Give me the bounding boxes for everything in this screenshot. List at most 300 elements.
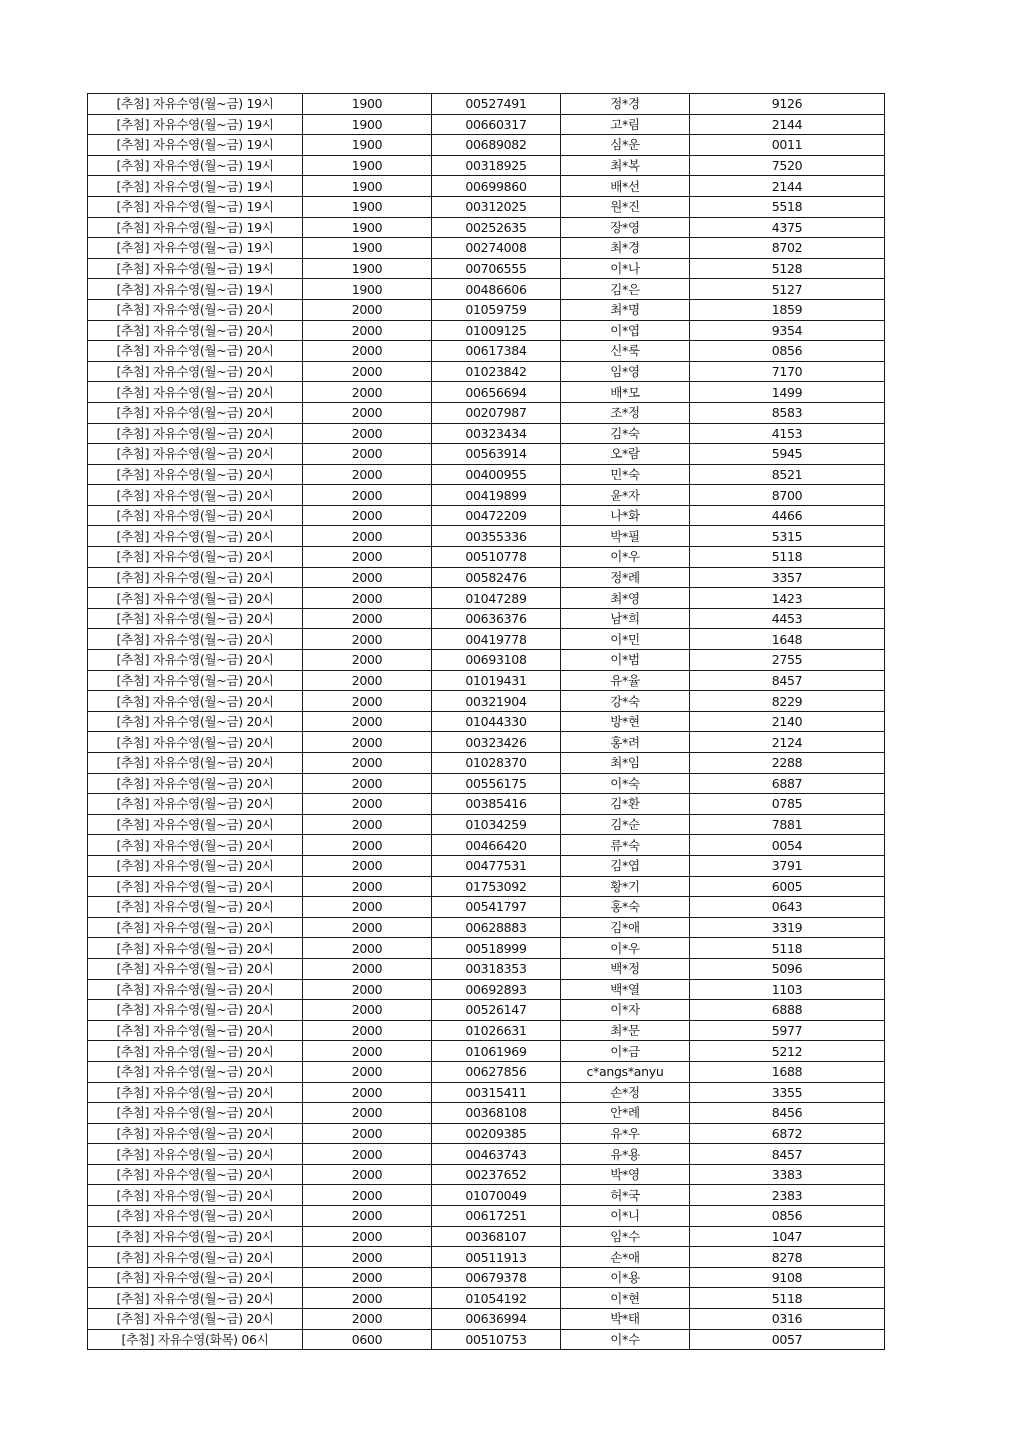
- cell-phone-last4: 8229: [690, 691, 885, 712]
- table-row: [88, 361, 885, 382]
- cell-member-id: 00582476: [432, 567, 561, 588]
- cell-phone-last4: 1859: [690, 299, 885, 320]
- cell-program: [추첨] 자유수영(월~금) 19시: [88, 114, 303, 135]
- cell-time-code: 2000: [303, 1185, 432, 1206]
- table-row: [88, 464, 885, 485]
- cell-name: 손*애: [561, 1247, 690, 1268]
- table-row: [88, 1144, 885, 1165]
- cell-name: 이*금: [561, 1041, 690, 1062]
- cell-time-code: 2000: [303, 938, 432, 959]
- cell-member-id: 00419899: [432, 485, 561, 506]
- cell-phone-last4: 7520: [690, 155, 885, 176]
- cell-name: 최*영: [561, 588, 690, 609]
- cell-phone-last4: 4453: [690, 608, 885, 629]
- cell-member-id: 00207987: [432, 402, 561, 423]
- cell-time-code: 2000: [303, 650, 432, 671]
- cell-program: [추첨] 자유수영(월~금) 20시: [88, 567, 303, 588]
- cell-name: 심*운: [561, 135, 690, 156]
- cell-name: 윤*자: [561, 485, 690, 506]
- cell-program: [추첨] 자유수영(월~금) 20시: [88, 732, 303, 753]
- cell-name: 최*경: [561, 238, 690, 259]
- results-table-body: [88, 94, 885, 1350]
- cell-member-id: 00636994: [432, 1309, 561, 1330]
- cell-name: 민*숙: [561, 464, 690, 485]
- cell-time-code: 2000: [303, 979, 432, 1000]
- cell-name: 배*선: [561, 176, 690, 197]
- cell-member-id: 00518999: [432, 938, 561, 959]
- table-row: [88, 526, 885, 547]
- cell-phone-last4: 1103: [690, 979, 885, 1000]
- cell-program: [추첨] 자유수영(월~금) 20시: [88, 650, 303, 671]
- table-row: [88, 1082, 885, 1103]
- cell-program: [추첨] 자유수영(월~금) 19시: [88, 196, 303, 217]
- cell-time-code: 2000: [303, 1164, 432, 1185]
- cell-member-id: 00706555: [432, 258, 561, 279]
- cell-time-code: 2000: [303, 732, 432, 753]
- cell-name: 김*은: [561, 279, 690, 300]
- table-row: [88, 444, 885, 465]
- table-row: [88, 238, 885, 259]
- cell-time-code: 2000: [303, 691, 432, 712]
- cell-program: [추첨] 자유수영(월~금) 20시: [88, 402, 303, 423]
- cell-member-id: 00274008: [432, 238, 561, 259]
- cell-time-code: 2000: [303, 341, 432, 362]
- cell-member-id: 00563914: [432, 444, 561, 465]
- cell-phone-last4: 2144: [690, 114, 885, 135]
- cell-member-id: 00318353: [432, 958, 561, 979]
- cell-time-code: 1900: [303, 196, 432, 217]
- table-row: [88, 1267, 885, 1288]
- cell-time-code: 2000: [303, 423, 432, 444]
- cell-program: [추첨] 자유수영(월~금) 19시: [88, 238, 303, 259]
- cell-phone-last4: 7170: [690, 361, 885, 382]
- cell-time-code: 2000: [303, 773, 432, 794]
- cell-name: 이*민: [561, 629, 690, 650]
- cell-program: [추첨] 자유수영(월~금) 20시: [88, 299, 303, 320]
- table-row: [88, 588, 885, 609]
- cell-time-code: 2000: [303, 1267, 432, 1288]
- cell-time-code: 2000: [303, 567, 432, 588]
- cell-member-id: 01023842: [432, 361, 561, 382]
- cell-phone-last4: 2124: [690, 732, 885, 753]
- cell-member-id: 01026631: [432, 1020, 561, 1041]
- cell-member-id: 00321904: [432, 691, 561, 712]
- cell-member-id: 00385416: [432, 794, 561, 815]
- cell-member-id: 01059759: [432, 299, 561, 320]
- table-row: [88, 897, 885, 918]
- cell-time-code: 1900: [303, 238, 432, 259]
- table-row: [88, 1206, 885, 1227]
- cell-time-code: 2000: [303, 1103, 432, 1124]
- cell-time-code: 2000: [303, 1041, 432, 1062]
- cell-program: [추첨] 자유수영(월~금) 20시: [88, 1041, 303, 1062]
- cell-member-id: 00692893: [432, 979, 561, 1000]
- lottery-results-table: [87, 93, 885, 1350]
- cell-name: 이*자: [561, 1000, 690, 1021]
- cell-phone-last4: 3357: [690, 567, 885, 588]
- cell-program: [추첨] 자유수영(월~금) 20시: [88, 464, 303, 485]
- table-row: [88, 753, 885, 774]
- table-row: [88, 835, 885, 856]
- table-row: [88, 1288, 885, 1309]
- table-row: [88, 1309, 885, 1330]
- table-row: [88, 217, 885, 238]
- table-row: [88, 691, 885, 712]
- cell-time-code: 2000: [303, 835, 432, 856]
- cell-name: 황*기: [561, 876, 690, 897]
- cell-member-id: 00679378: [432, 1267, 561, 1288]
- cell-phone-last4: 0856: [690, 341, 885, 362]
- cell-phone-last4: 8702: [690, 238, 885, 259]
- table-row: [88, 938, 885, 959]
- cell-name: 최*명: [561, 299, 690, 320]
- table-row: [88, 1020, 885, 1041]
- cell-program: [추첨] 자유수영(월~금) 20시: [88, 1000, 303, 1021]
- cell-program: [추첨] 자유수영(월~금) 20시: [88, 794, 303, 815]
- cell-name: 홍*려: [561, 732, 690, 753]
- cell-time-code: 2000: [303, 753, 432, 774]
- cell-program: [추첨] 자유수영(월~금) 20시: [88, 1206, 303, 1227]
- cell-phone-last4: 0643: [690, 897, 885, 918]
- table-row: [88, 1103, 885, 1124]
- cell-phone-last4: 9126: [690, 94, 885, 115]
- cell-name: 최*문: [561, 1020, 690, 1041]
- table-row: [88, 1041, 885, 1062]
- table-row: [88, 958, 885, 979]
- cell-member-id: 01044330: [432, 711, 561, 732]
- cell-name: 최*임: [561, 753, 690, 774]
- table-row: [88, 608, 885, 629]
- cell-member-id: 00472209: [432, 505, 561, 526]
- cell-phone-last4: 6005: [690, 876, 885, 897]
- cell-name: 손*정: [561, 1082, 690, 1103]
- cell-time-code: 2000: [303, 897, 432, 918]
- table-row: [88, 114, 885, 135]
- cell-time-code: 1900: [303, 279, 432, 300]
- cell-name: 이*숙: [561, 773, 690, 794]
- table-row: [88, 1000, 885, 1021]
- cell-program: [추첨] 자유수영(월~금) 20시: [88, 1103, 303, 1124]
- cell-program: [추첨] 자유수영(월~금) 20시: [88, 1247, 303, 1268]
- cell-time-code: 1900: [303, 94, 432, 115]
- cell-member-id: 01070049: [432, 1185, 561, 1206]
- cell-phone-last4: 5945: [690, 444, 885, 465]
- table-row: [88, 794, 885, 815]
- cell-program: [추첨] 자유수영(월~금) 19시: [88, 135, 303, 156]
- table-row: [88, 1123, 885, 1144]
- cell-phone-last4: 0054: [690, 835, 885, 856]
- table-row: [88, 1329, 885, 1350]
- cell-name: 김*순: [561, 814, 690, 835]
- cell-phone-last4: 2144: [690, 176, 885, 197]
- cell-program: [추첨] 자유수영(월~금) 20시: [88, 382, 303, 403]
- cell-name: 김*환: [561, 794, 690, 815]
- cell-name: 허*국: [561, 1185, 690, 1206]
- cell-phone-last4: 2140: [690, 711, 885, 732]
- cell-member-id: 00689082: [432, 135, 561, 156]
- table-row: [88, 855, 885, 876]
- cell-phone-last4: 5118: [690, 547, 885, 568]
- cell-phone-last4: 5118: [690, 938, 885, 959]
- table-row: [88, 258, 885, 279]
- cell-name: 최*복: [561, 155, 690, 176]
- cell-name: 이*우: [561, 938, 690, 959]
- cell-member-id: 00477531: [432, 855, 561, 876]
- table-row: [88, 94, 885, 115]
- cell-member-id: 00511913: [432, 1247, 561, 1268]
- cell-time-code: 2000: [303, 1123, 432, 1144]
- cell-time-code: 2000: [303, 1206, 432, 1227]
- cell-time-code: 2000: [303, 526, 432, 547]
- cell-name: 임*영: [561, 361, 690, 382]
- cell-time-code: 2000: [303, 444, 432, 465]
- cell-program: [추첨] 자유수영(월~금) 20시: [88, 876, 303, 897]
- cell-program: [추첨] 자유수영(월~금) 20시: [88, 526, 303, 547]
- cell-program: [추첨] 자유수영(월~금) 20시: [88, 361, 303, 382]
- cell-member-id: 00315411: [432, 1082, 561, 1103]
- cell-phone-last4: 5127: [690, 279, 885, 300]
- cell-member-id: 00526147: [432, 1000, 561, 1021]
- cell-program: [추첨] 자유수영(월~금) 20시: [88, 341, 303, 362]
- cell-member-id: 00541797: [432, 897, 561, 918]
- cell-program: [추첨] 자유수영(월~금) 20시: [88, 691, 303, 712]
- cell-time-code: 2000: [303, 1061, 432, 1082]
- cell-name: 이*현: [561, 1288, 690, 1309]
- cell-member-id: 00656694: [432, 382, 561, 403]
- cell-phone-last4: 4153: [690, 423, 885, 444]
- cell-member-id: 01009125: [432, 320, 561, 341]
- cell-name: 이*엽: [561, 320, 690, 341]
- cell-time-code: 2000: [303, 1288, 432, 1309]
- cell-name: 배*모: [561, 382, 690, 403]
- cell-member-id: 01019431: [432, 670, 561, 691]
- cell-phone-last4: 1648: [690, 629, 885, 650]
- cell-program: [추첨] 자유수영(월~금) 20시: [88, 773, 303, 794]
- table-row: [88, 547, 885, 568]
- cell-member-id: 00660317: [432, 114, 561, 135]
- cell-phone-last4: 6872: [690, 1123, 885, 1144]
- cell-time-code: 2000: [303, 711, 432, 732]
- cell-member-id: 00463743: [432, 1144, 561, 1165]
- cell-program: [추첨] 자유수영(월~금) 20시: [88, 320, 303, 341]
- table-row: [88, 135, 885, 156]
- cell-program: [추첨] 자유수영(월~금) 20시: [88, 670, 303, 691]
- cell-member-id: 00527491: [432, 94, 561, 115]
- cell-phone-last4: 5128: [690, 258, 885, 279]
- cell-phone-last4: 5118: [690, 1288, 885, 1309]
- cell-phone-last4: 9108: [690, 1267, 885, 1288]
- table-row: [88, 299, 885, 320]
- cell-program: [추첨] 자유수영(월~금) 20시: [88, 485, 303, 506]
- cell-phone-last4: 5977: [690, 1020, 885, 1041]
- cell-program: [추첨] 자유수영(월~금) 20시: [88, 835, 303, 856]
- table-row: [88, 1061, 885, 1082]
- cell-phone-last4: 7881: [690, 814, 885, 835]
- cell-name: 류*숙: [561, 835, 690, 856]
- cell-name: 김*숙: [561, 423, 690, 444]
- table-row: [88, 402, 885, 423]
- cell-time-code: 2000: [303, 1082, 432, 1103]
- cell-program: [추첨] 자유수영(월~금) 20시: [88, 1061, 303, 1082]
- cell-member-id: 00556175: [432, 773, 561, 794]
- table-row: [88, 155, 885, 176]
- cell-program: [추첨] 자유수영(월~금) 19시: [88, 155, 303, 176]
- cell-member-id: 00486606: [432, 279, 561, 300]
- cell-time-code: 2000: [303, 547, 432, 568]
- cell-name: 고*림: [561, 114, 690, 135]
- cell-name: 박*영: [561, 1164, 690, 1185]
- cell-time-code: 2000: [303, 402, 432, 423]
- cell-time-code: 2000: [303, 1000, 432, 1021]
- cell-program: [추첨] 자유수영(월~금) 19시: [88, 217, 303, 238]
- cell-name: 이*범: [561, 650, 690, 671]
- cell-name: 조*정: [561, 402, 690, 423]
- cell-name: 홍*숙: [561, 897, 690, 918]
- cell-phone-last4: 6887: [690, 773, 885, 794]
- cell-phone-last4: 4466: [690, 505, 885, 526]
- cell-program: [추첨] 자유수영(월~금) 20시: [88, 753, 303, 774]
- cell-time-code: 2000: [303, 299, 432, 320]
- cell-program: [추첨] 자유수영(월~금) 20시: [88, 629, 303, 650]
- cell-phone-last4: 5315: [690, 526, 885, 547]
- cell-member-id: 00368108: [432, 1103, 561, 1124]
- cell-program: [추첨] 자유수영(월~금) 19시: [88, 258, 303, 279]
- cell-member-id: 00466420: [432, 835, 561, 856]
- cell-name: 장*영: [561, 217, 690, 238]
- cell-time-code: 2000: [303, 1020, 432, 1041]
- cell-phone-last4: 0785: [690, 794, 885, 815]
- table-row: [88, 650, 885, 671]
- cell-member-id: 00510753: [432, 1329, 561, 1350]
- cell-time-code: 1900: [303, 114, 432, 135]
- cell-phone-last4: 3383: [690, 1164, 885, 1185]
- cell-member-id: 00617251: [432, 1206, 561, 1227]
- table-row: [88, 341, 885, 362]
- cell-time-code: 2000: [303, 794, 432, 815]
- cell-name: 남*희: [561, 608, 690, 629]
- table-row: [88, 917, 885, 938]
- table-row: [88, 176, 885, 197]
- table-row: [88, 196, 885, 217]
- cell-program: [추첨] 자유수영(월~금) 19시: [88, 176, 303, 197]
- table-row: [88, 876, 885, 897]
- cell-program: [추첨] 자유수영(월~금) 20시: [88, 711, 303, 732]
- cell-member-id: 00636376: [432, 608, 561, 629]
- cell-program: [추첨] 자유수영(월~금) 20시: [88, 1185, 303, 1206]
- table-row: [88, 629, 885, 650]
- cell-member-id: 00355336: [432, 526, 561, 547]
- table-row: [88, 505, 885, 526]
- cell-time-code: 0600: [303, 1329, 432, 1350]
- cell-member-id: 00400955: [432, 464, 561, 485]
- cell-name: 유*용: [561, 1144, 690, 1165]
- cell-time-code: 1900: [303, 155, 432, 176]
- cell-program: [추첨] 자유수영(월~금) 20시: [88, 444, 303, 465]
- cell-member-id: 00323426: [432, 732, 561, 753]
- cell-name: 김*엽: [561, 855, 690, 876]
- cell-member-id: 01028370: [432, 753, 561, 774]
- cell-time-code: 1900: [303, 258, 432, 279]
- cell-name: 유*율: [561, 670, 690, 691]
- cell-phone-last4: 1688: [690, 1061, 885, 1082]
- cell-time-code: 2000: [303, 361, 432, 382]
- table-row: [88, 773, 885, 794]
- cell-phone-last4: 8278: [690, 1247, 885, 1268]
- cell-program: [추첨] 자유수영(월~금) 20시: [88, 1144, 303, 1165]
- cell-program: [추첨] 자유수영(월~금) 19시: [88, 94, 303, 115]
- cell-member-id: 00693108: [432, 650, 561, 671]
- cell-time-code: 2000: [303, 917, 432, 938]
- cell-program: [추첨] 자유수영(월~금) 20시: [88, 423, 303, 444]
- cell-time-code: 1900: [303, 217, 432, 238]
- table-row: [88, 1185, 885, 1206]
- cell-time-code: 2000: [303, 320, 432, 341]
- cell-phone-last4: 8456: [690, 1103, 885, 1124]
- cell-name: 강*숙: [561, 691, 690, 712]
- cell-time-code: 2000: [303, 670, 432, 691]
- cell-member-id: 01753092: [432, 876, 561, 897]
- cell-program: [추첨] 자유수영(월~금) 20시: [88, 1226, 303, 1247]
- cell-time-code: 2000: [303, 958, 432, 979]
- cell-program: [추첨] 자유수영(월~금) 20시: [88, 938, 303, 959]
- cell-time-code: 2000: [303, 876, 432, 897]
- cell-name: 박*필: [561, 526, 690, 547]
- cell-time-code: 2000: [303, 464, 432, 485]
- table-row: [88, 320, 885, 341]
- cell-program: [추첨] 자유수영(월~금) 20시: [88, 1309, 303, 1330]
- cell-name: 백*열: [561, 979, 690, 1000]
- cell-program: [추첨] 자유수영(월~금) 20시: [88, 1082, 303, 1103]
- cell-phone-last4: 8457: [690, 670, 885, 691]
- cell-time-code: 2000: [303, 608, 432, 629]
- cell-name: 안*례: [561, 1103, 690, 1124]
- cell-program: [추첨] 자유수영(월~금) 20시: [88, 897, 303, 918]
- cell-name: 오*람: [561, 444, 690, 465]
- cell-phone-last4: 5096: [690, 958, 885, 979]
- cell-name: 나*화: [561, 505, 690, 526]
- table-row: [88, 1164, 885, 1185]
- cell-time-code: 2000: [303, 485, 432, 506]
- cell-program: [추첨] 자유수영(월~금) 20시: [88, 1123, 303, 1144]
- cell-phone-last4: 0011: [690, 135, 885, 156]
- cell-program: [추첨] 자유수영(월~금) 20시: [88, 547, 303, 568]
- cell-program: [추첨] 자유수영(월~금) 20시: [88, 1288, 303, 1309]
- table-row: [88, 979, 885, 1000]
- cell-time-code: 2000: [303, 505, 432, 526]
- cell-phone-last4: 1047: [690, 1226, 885, 1247]
- cell-time-code: 2000: [303, 588, 432, 609]
- cell-program: [추첨] 자유수영(월~금) 20시: [88, 1164, 303, 1185]
- table-row: [88, 423, 885, 444]
- cell-name: 이*니: [561, 1206, 690, 1227]
- cell-member-id: 01034259: [432, 814, 561, 835]
- cell-phone-last4: 1499: [690, 382, 885, 403]
- cell-time-code: 2000: [303, 1309, 432, 1330]
- cell-member-id: 00627856: [432, 1061, 561, 1082]
- cell-program: [추첨] 자유수영(월~금) 20시: [88, 814, 303, 835]
- cell-phone-last4: 0316: [690, 1309, 885, 1330]
- cell-name: 박*태: [561, 1309, 690, 1330]
- cell-member-id: 00419778: [432, 629, 561, 650]
- cell-name: 원*진: [561, 196, 690, 217]
- cell-phone-last4: 8457: [690, 1144, 885, 1165]
- cell-name: 유*우: [561, 1123, 690, 1144]
- table-row: [88, 382, 885, 403]
- cell-name: 이*나: [561, 258, 690, 279]
- cell-name: 신*룩: [561, 341, 690, 362]
- cell-time-code: 2000: [303, 1144, 432, 1165]
- cell-phone-last4: 8521: [690, 464, 885, 485]
